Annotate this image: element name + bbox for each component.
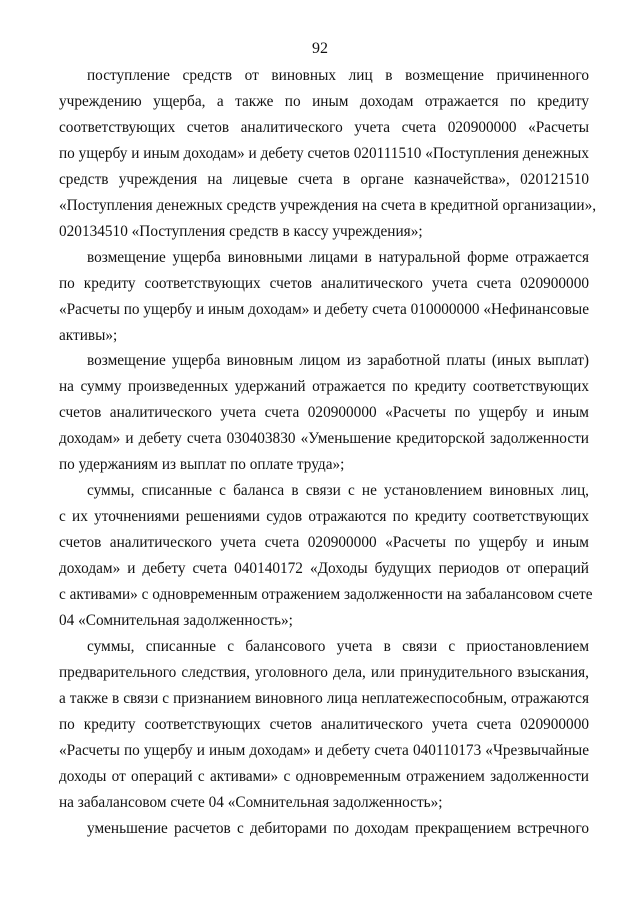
- paragraph-line: возмещение ущерба виновными лицами в натуральной форме отражается: [87, 248, 589, 266]
- paragraph-line: а также в связи с признанием виновного лица неплатежеспособным, отражаются: [59, 689, 589, 707]
- paragraph: [59, 816, 589, 842]
- paragraph-line: поступление средств от виновных лиц в возмещение причиненного: [87, 67, 589, 84]
- paragraph-line: «Расчеты по ущербу и иным доходам» и дебету счета 040110173 «Чрезвычайные: [59, 741, 589, 759]
- paragraph-line: по кредиту соответствующих счетов аналитического учета счета 020900000: [59, 274, 589, 292]
- paragraph-line: по ущербу и иным доходам» и дебету счетов 020111510 «Поступления денежных: [59, 144, 589, 162]
- paragraph-line: возмещение ущерба виновным лицом из заработной платы (иных выплат): [87, 352, 589, 370]
- paragraph-line: по кредиту соответствующих счетов аналитического учета счета 020900000: [59, 715, 589, 733]
- paragraph-line: «Поступления денежных средств учреждения на счета в кредитной организации»,: [59, 196, 597, 214]
- paragraph-line: учреждению ущерба, а также по иным доходам отражается по кредиту: [59, 92, 589, 110]
- paragraph-line: с активами» с одновременным отражением задолженности на забалансовом счете: [59, 586, 593, 604]
- paragraph-line: средств учреждения на лицевые счета в органе казначейства», 020121510: [59, 170, 589, 188]
- paragraph-line: на забалансовом счете 04 «Сомнительная задолженность»;: [59, 793, 443, 811]
- paragraph-line: предварительного следствия, уголовного дела, или принудительного взыскания,: [59, 663, 589, 681]
- page-number: 92: [312, 40, 328, 57]
- paragraph-line: «Расчеты по ущербу и иным доходам» и дебету счета 010000000 «Нефинансовые: [59, 300, 589, 318]
- document-body: [59, 63, 597, 842]
- paragraph: [59, 63, 597, 245]
- paragraph-line: суммы, списанные с балансового учета в связи с приостановлением: [87, 637, 589, 655]
- paragraph-line: доходам» и дебету счета 030403830 «Уменьшение кредиторской задолженности: [59, 430, 589, 448]
- paragraph-line: с их уточнениями решениями судов отражаются по кредиту соответствующих: [59, 508, 589, 526]
- paragraph-line: счетов аналитического учета счета 020900000 «Расчеты по ущербу и иным: [59, 404, 589, 422]
- paragraph-line: активы»;: [59, 326, 118, 344]
- paragraph: [59, 245, 589, 349]
- paragraph: [59, 348, 589, 478]
- paragraph-line: суммы, списанные с баланса в связи с не установлением виновных лиц,: [87, 482, 589, 500]
- paragraph-line: на сумму произведенных удержаний отражается по кредиту соответствующих: [59, 378, 589, 396]
- paragraph-line: доходам» и дебету счета 040140172 «Доходы будущих периодов от операций: [59, 560, 589, 578]
- paragraph-line: по удержаниям из выплат по оплате труда»;: [59, 456, 345, 474]
- paragraph-line: счетов аналитического учета счета 020900000 «Расчеты по ущербу и иным: [59, 534, 589, 552]
- paragraph: [59, 478, 593, 634]
- paragraph-line: 020134510 «Поступления средств в кассу учреждения»;: [59, 222, 423, 240]
- paragraph: [59, 634, 589, 816]
- paragraph-line: уменьшение расчетов с дебиторами по доходам прекращением встречного: [87, 819, 589, 837]
- paragraph-line: 04 «Сомнительная задолженность»;: [59, 612, 293, 630]
- paragraph-line: доходы от операций с активами» с одновременным отражением задолженности: [59, 767, 589, 785]
- paragraph-line: соответствующих счетов аналитического учета счета 020900000 «Расчеты: [59, 118, 589, 136]
